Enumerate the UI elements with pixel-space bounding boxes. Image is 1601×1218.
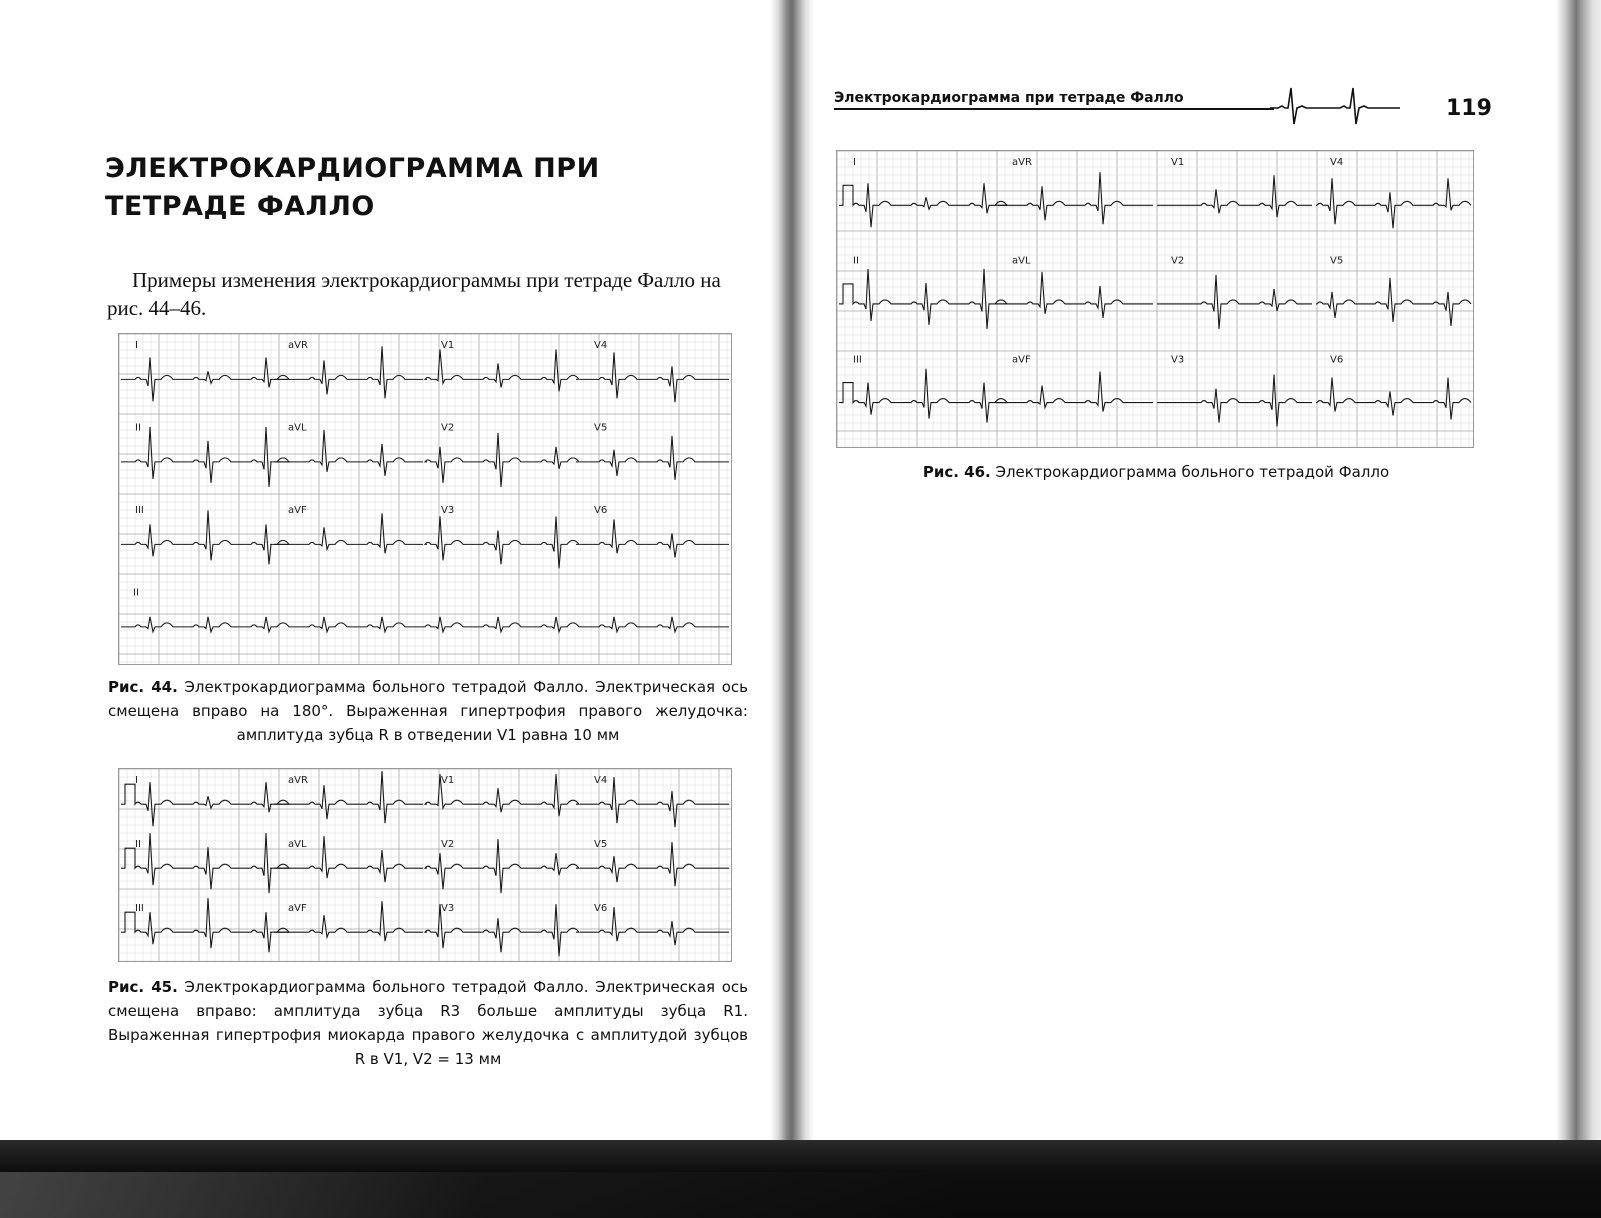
lead-label: aVL — [1012, 255, 1031, 267]
lead-label: III — [135, 505, 144, 516]
ecg-trace-r2-c0 — [121, 898, 289, 952]
lead-label: V6 — [594, 903, 608, 914]
ecg-trace-r1-c2 — [1157, 275, 1312, 329]
ecg-trace-r1-c0 — [121, 833, 289, 893]
figure-45-ecg — [118, 768, 732, 962]
lead-label: III — [135, 903, 144, 914]
lead-label: aVF — [288, 505, 307, 516]
ecg-trace-r0-c0 — [121, 357, 289, 401]
ecg-trace-r1-c3 — [580, 436, 729, 480]
lead-label: aVL — [288, 422, 307, 434]
chapter-title: ЭЛЕКТРОКАРДИОГРАММА ПРИ ТЕТРАДЕ ФАЛЛО — [105, 153, 600, 222]
lead-label: II — [853, 255, 859, 267]
ecg-trace-r0-c0 — [839, 183, 1007, 227]
figure-46-ecg-svg — [837, 151, 1473, 447]
ecg-trace-r0-c3 — [1316, 178, 1471, 228]
ecg-trace-r0-c1 — [274, 346, 423, 398]
book-gutter-shadow — [770, 0, 814, 1140]
lead-label: V3 — [441, 505, 455, 516]
figure-45-ecg-svg — [119, 769, 731, 961]
figure-46-ecg — [836, 150, 1474, 448]
ecg-trace-r2-c2 — [425, 516, 579, 568]
page-number: 119 — [1446, 96, 1492, 121]
figure-44-ecg-svg — [119, 334, 731, 664]
ecg-trace-r2-c0 — [839, 369, 1007, 423]
lead-label: V4 — [594, 340, 608, 351]
lead-label: II — [133, 587, 139, 599]
ecg-trace-r2-c0 — [121, 510, 289, 564]
figure-44-ecg — [118, 333, 732, 665]
lead-label: V4 — [1330, 157, 1344, 168]
lead-label: V4 — [594, 775, 608, 786]
lead-label: V3 — [1171, 354, 1185, 366]
lead-label: V5 — [594, 422, 608, 434]
figure-45-caption — [108, 975, 748, 1071]
ecg-trace-r2-c1 — [274, 513, 423, 553]
figure-44-caption-label: Рис. 44. — [108, 678, 178, 696]
lead-label: III — [853, 354, 862, 366]
lead-label: aVF — [1012, 354, 1031, 366]
lead-label: I — [135, 775, 138, 786]
running-head: Электрокардиограмма при тетраде Фалло — [834, 90, 1184, 106]
lead-label: V2 — [441, 839, 455, 850]
lead-label: V5 — [594, 839, 608, 850]
figure-44-caption — [108, 675, 748, 747]
lead-label: V1 — [441, 340, 455, 351]
ecg-trace-r0-c2 — [1157, 175, 1312, 217]
lead-label: II — [135, 422, 141, 434]
ecg-trace-r2-c2 — [1157, 375, 1312, 427]
left-page — [0, 0, 792, 1140]
ecg-trace-r2-c3 — [580, 519, 729, 557]
ecg-trace-r0-c2 — [425, 349, 579, 391]
ecg-trace-r0-c3 — [580, 352, 729, 402]
lead-label: aVR — [288, 340, 308, 351]
lead-label: V6 — [1330, 354, 1344, 366]
ecg-rhythm-strip — [121, 617, 729, 632]
lead-label: aVL — [288, 839, 307, 850]
lead-label: aVF — [288, 903, 307, 914]
lead-label: V2 — [1171, 255, 1185, 267]
ecg-trace-r2-c3 — [1316, 378, 1471, 420]
lead-label: aVR — [288, 775, 308, 786]
ecg-trace-r1-c0 — [839, 269, 1007, 329]
lead-label: I — [135, 340, 138, 351]
ecg-trace-r0-c0 — [121, 782, 289, 826]
page-edge-shadow — [1556, 0, 1601, 1140]
ecg-waveform-icon — [1270, 82, 1420, 130]
figure-46-caption — [836, 460, 1476, 484]
lead-label: aVR — [1012, 157, 1032, 168]
lead-label: V5 — [1330, 255, 1344, 267]
ecg-trace-r1-c1 — [274, 430, 423, 476]
ecg-trace-r1-c3 — [1316, 278, 1471, 326]
lead-label: V1 — [441, 775, 455, 786]
lead-label: V1 — [1171, 157, 1185, 168]
figure-45-caption-label: Рис. 45. — [108, 978, 178, 996]
ecg-trace-r1-c2 — [425, 433, 579, 487]
figure-44-caption-text: Электрокардиограмма больного тетрадой Фалло. Электрическая ось смещена вправо на 180°. Выраженная гипертрофия правого желудочка: амплитуда зубца R в отведении V1 равна 10 мм — [108, 678, 748, 744]
intro-paragraph: Примеры изменения электрокардиограммы при тетраде Фалло на рис. 44–46. — [107, 268, 721, 320]
lead-label: I — [853, 157, 856, 168]
table-reflection — [0, 1172, 1601, 1218]
figure-46-caption-label: Рис. 46. — [922, 463, 991, 481]
figure-45-caption-text: Электрокардиограмма больного тетрадой Фалло. Электрическая ось смещена вправо: амплитуда зубца R3 больше амплитуды зубца R1. Выраженная гипертрофия миокарда правого желудочка с амплитудой зубцов R в V1, V2 = 13 мм — [108, 978, 748, 1068]
lead-label: V6 — [594, 505, 608, 516]
running-head-rule — [834, 108, 1274, 110]
lead-label: V2 — [441, 422, 455, 434]
figure-46-caption-text: Электрокардиограмма больного тетрадой Фалло — [995, 463, 1390, 481]
lead-label: V3 — [441, 903, 455, 914]
lead-label: II — [135, 839, 141, 850]
